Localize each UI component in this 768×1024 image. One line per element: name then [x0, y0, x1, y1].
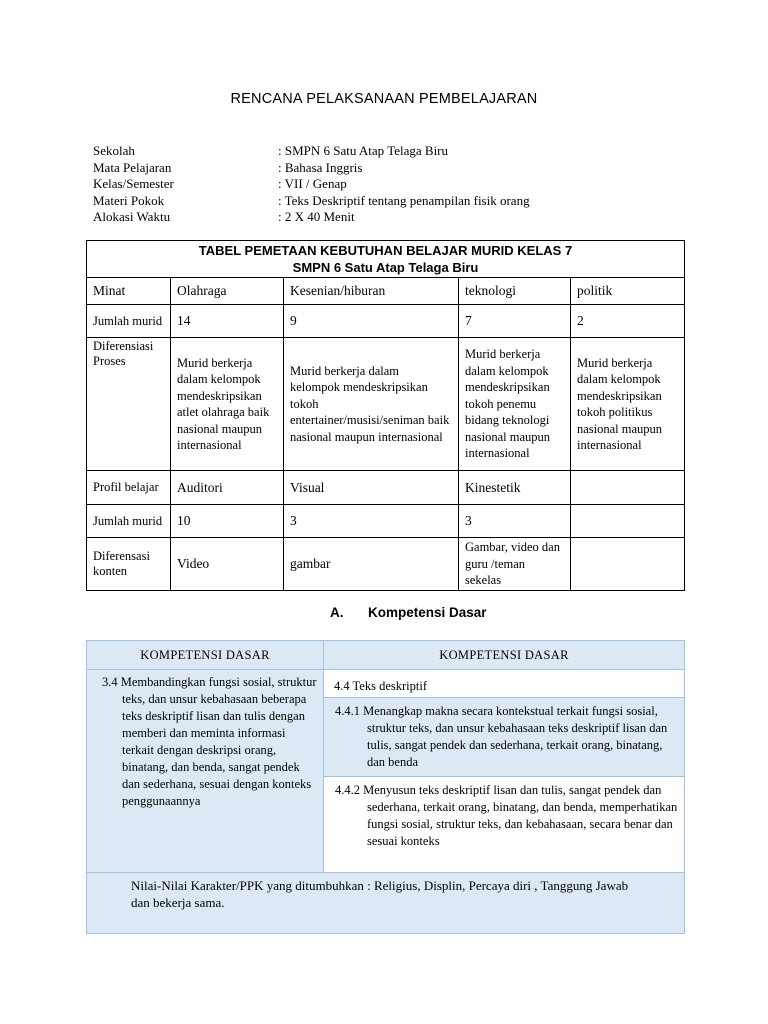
kd-4-4-1-cell [324, 698, 685, 777]
row-label: Minat [87, 278, 171, 305]
table-title [87, 241, 685, 278]
row-label: Jumlah murid [87, 505, 171, 538]
info-row-subject [93, 160, 693, 177]
table-cell [571, 505, 685, 538]
table-cell: gambar [284, 538, 459, 591]
row-label: Diferensasi konten [87, 538, 171, 591]
table-cell: 10 [171, 505, 284, 538]
table-cell: Kinestetik [459, 471, 571, 505]
kd-4-4-1: 4.4.1 Menangkap makna secara kontekstual terkait fungsi sosial, struktur teks, dan unsur kebahasaan teks deskriptif lisan dan tulis, sangat pendek dan sederhana, terkait orang, binatang, dan benda [335, 704, 668, 769]
section-heading [330, 605, 487, 620]
section-title: Kompetensi Dasar [368, 605, 487, 620]
kd-row-nilai [87, 873, 685, 934]
table-cell [571, 471, 685, 505]
table-cell: politik [571, 278, 685, 305]
info-label: Mata Pelajaran [93, 159, 172, 175]
info-row-class [93, 176, 693, 193]
info-row-topic [93, 193, 693, 210]
competency-table [86, 640, 685, 934]
info-value: : Teks Deskriptif tentang penampilan fisik orang [278, 192, 530, 208]
row-label: Diferensiasi Proses [87, 338, 171, 471]
table-cell: Murid berkerja dalam kelompok mendeskripsikan tokoh entertainer/musisi/seniman baik nasional maupun internasional [284, 338, 459, 471]
table-cell: Murid berkerja dalam kelompok mendeskripsikan tokoh politikus nasional maupun internasional [571, 338, 685, 471]
table-cell: Auditori [171, 471, 284, 505]
kd-header-left: KOMPETENSI DASAR [87, 641, 324, 670]
kd-row-1 [87, 670, 685, 698]
table-cell [571, 538, 685, 591]
section-letter: A. [330, 605, 344, 620]
table-cell: Kesenian/hiburan [284, 278, 459, 305]
info-label: Kelas/Semester [93, 176, 174, 191]
learning-needs-table [86, 240, 685, 591]
table-title-row [87, 241, 685, 278]
identity-block [93, 143, 693, 226]
info-value: : 2 X 40 Menit [278, 209, 355, 224]
kd-3-4: 3.4 Membandingkan fungsi sosial, struktur teks, dan unsur kebahasaan beberapa teks deskriptif lisan dan tulis dengan memberi dan meminta informasi terkait dengan deskripsi orang, binatang, dan benda, sangat pendek dan sederhana, sesuai dengan konteks penggunaannya [102, 675, 317, 808]
kd-4-4: 4.4 Teks deskriptif [324, 670, 685, 698]
table-row-profil-belajar [87, 471, 685, 505]
table-row-jumlah-murid-2 [87, 505, 685, 538]
table-row-minat [87, 278, 685, 305]
table-cell: Video [171, 538, 284, 591]
kd-left-cell [87, 670, 324, 873]
document-title: RENCANA PELAKSANAAN PEMBELAJARAN [230, 91, 538, 107]
table-cell: 3 [284, 505, 459, 538]
info-row-time [93, 209, 693, 226]
table-row-diferensasi-konten [87, 538, 685, 591]
kd-4-4-2-cell [324, 777, 685, 873]
info-value: : SMPN 6 Satu Atap Telaga Biru [278, 143, 449, 158]
table-cell: 14 [171, 305, 284, 338]
kd-4-4-2: 4.4.2 Menyusun teks deskriptif lisan dan tulis, sangat pendek dan sederhana, terkait orang, binatang, dan benda, memperhatikan fungsi sosial, struktur teks, dan kebahasaan, secara benar dan sesuai konteks [335, 783, 678, 848]
table-cell: teknologi [459, 278, 571, 305]
table-cell: Murid berkerja dalam kelompok mendeskripsikan tokoh penemu bidang teknologi nasional maupun internasional [459, 338, 571, 471]
table-cell: Gambar, video dan guru /teman sekelas [459, 538, 571, 591]
table-cell: 3 [459, 505, 571, 538]
table-cell: Visual [284, 471, 459, 505]
info-label: Alokasi Waktu [93, 209, 171, 224]
kd-header-right: KOMPETENSI DASAR [324, 641, 685, 670]
table-cell: 2 [571, 305, 685, 338]
table-cell: Olahraga [171, 278, 284, 305]
table-cell: Murid berkerja dalam kelompok mendeskripsikan atlet olahraga baik nasional maupun internasional [171, 338, 284, 471]
row-label: Jumlah murid [87, 305, 171, 338]
info-label: Sekolah [93, 143, 135, 158]
table-title-line-2: SMPN 6 Satu Atap Telaga Biru [292, 260, 479, 275]
kd-header-row [87, 641, 685, 670]
info-value: : Bahasa Inggris [278, 159, 363, 175]
table-row-diferensiasi-proses [87, 338, 685, 471]
info-row-school [93, 143, 693, 160]
table-cell: 9 [284, 305, 459, 338]
info-value: : VII / Genap [278, 176, 347, 191]
table-cell: 7 [459, 305, 571, 338]
table-row-jumlah-murid [87, 305, 685, 338]
info-label: Materi Pokok [93, 192, 165, 208]
table-title-line-1: TABEL PEMETAAN KEBUTUHAN BELAJAR MURID KELAS 7 [198, 243, 573, 258]
row-label: Profil belajar [87, 471, 171, 505]
nilai-karakter: Nilai-Nilai Karakter/PPK yang ditumbuhkan : Religius, Displin, Percaya diri , Tanggung Jawab dan bekerja sama. [87, 873, 685, 934]
